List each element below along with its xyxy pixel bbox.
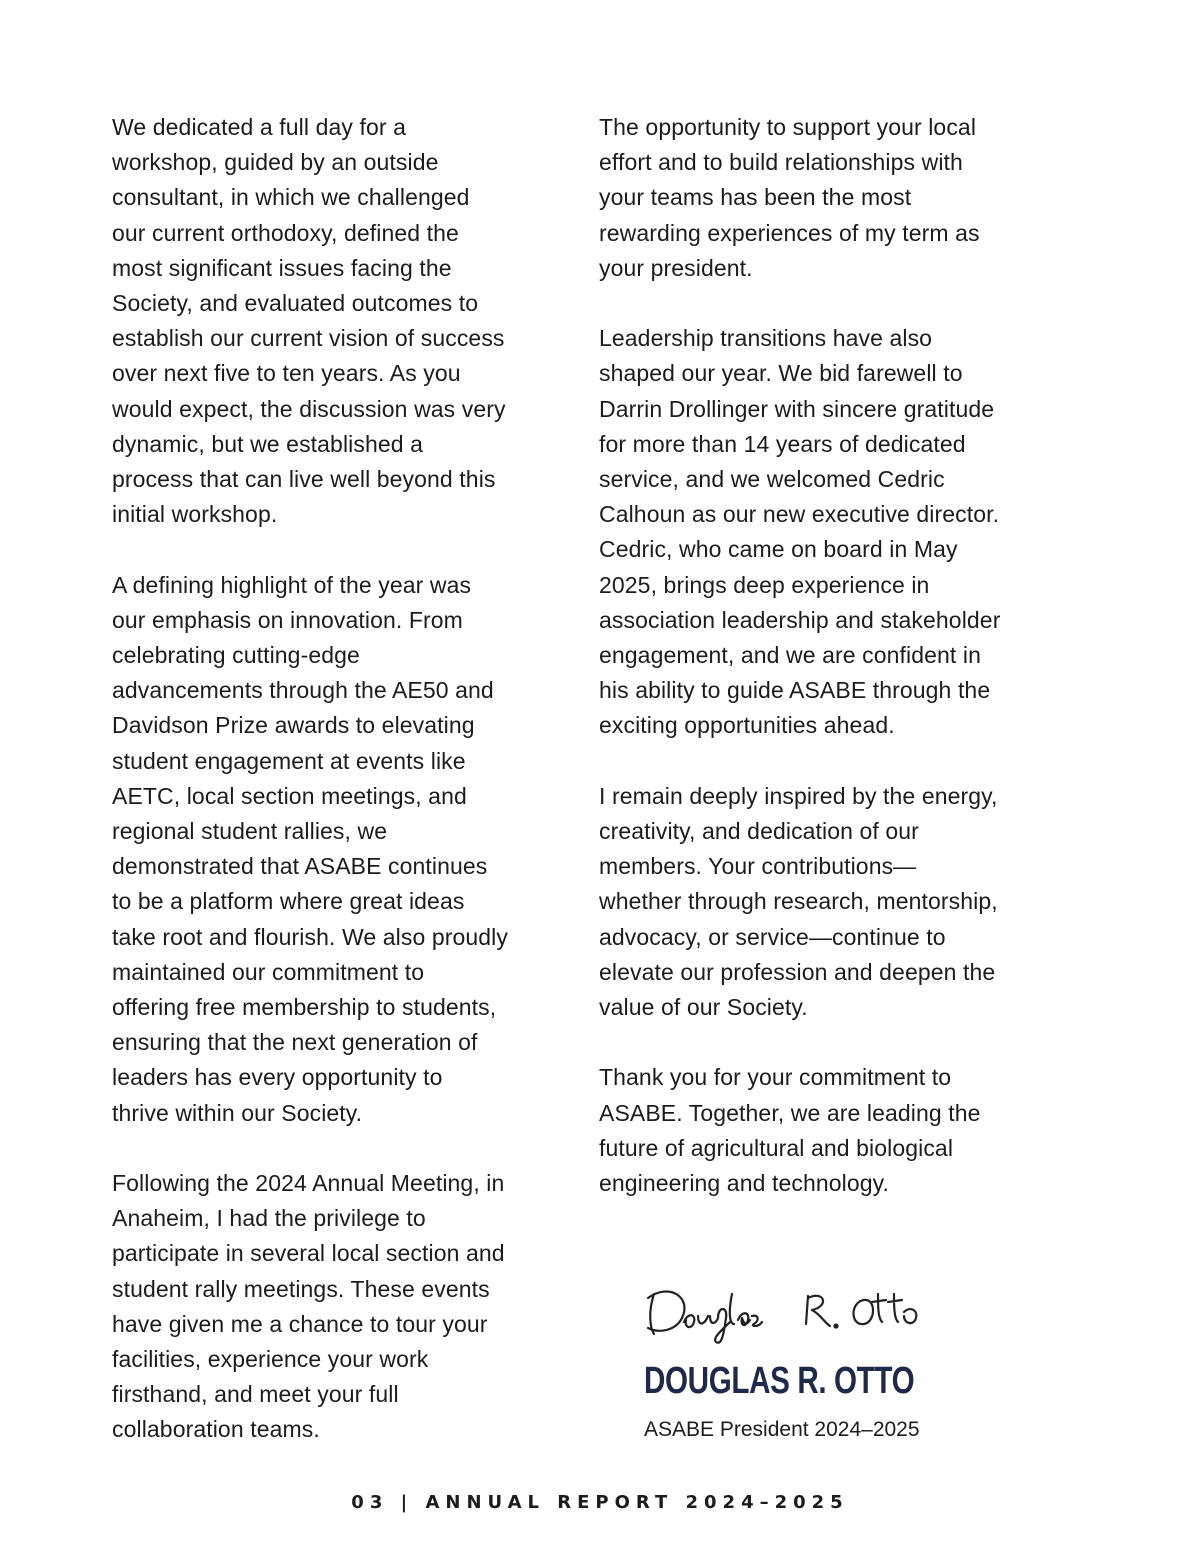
text-line: for more than 14 years of dedicated — [599, 430, 966, 457]
text-line: future of agricultural and biological — [599, 1134, 954, 1161]
text-line: participate in several local section and — [112, 1240, 505, 1267]
text-line: your president. — [599, 254, 753, 281]
text-line: Anaheim, I had the privilege to — [112, 1205, 426, 1232]
text-line: consultant, in which we challenged — [112, 184, 470, 211]
paragraph — [112, 1166, 552, 1448]
text-line: Following the 2024 Annual Meeting, in — [112, 1170, 505, 1197]
text-line: leaders has every opportunity to — [112, 1064, 443, 1091]
paragraph-gap — [112, 532, 552, 567]
text-line: Leadership transitions have also — [599, 325, 933, 352]
text-line: We dedicated a full day for a — [112, 114, 406, 140]
paragraph-gap — [112, 1131, 552, 1166]
signatory-name: DOUGLAS R. OTTO — [644, 1360, 915, 1402]
text-line: Cedric, who came on board in May — [599, 536, 958, 563]
text-line: demonstrated that ASABE continues — [112, 853, 488, 880]
text-line: process that can live well beyond this — [112, 466, 496, 493]
text-line: creativity, and dedication of our — [599, 818, 919, 845]
paragraph-gap — [599, 286, 1049, 321]
text-line: engagement, and we are confident in — [599, 642, 981, 669]
text-line: A defining highlight of the year was — [112, 571, 472, 598]
text-line: collaboration teams. — [112, 1416, 320, 1443]
text-line: effort and to build relationships with — [599, 149, 963, 176]
paragraph-gap — [599, 1025, 1049, 1060]
page-footer: 03 | ANNUAL REPORT 2024–2025 — [351, 1492, 849, 1513]
text-line: our current orthodoxy, defined the — [112, 219, 459, 246]
text-line: shaped our year. We bid farewell to — [599, 360, 963, 387]
text-line: Davidson Prize awards to elevating — [112, 712, 475, 739]
text-line: to be a platform where great ideas — [112, 888, 465, 915]
text-line: engineering and technology. — [599, 1170, 889, 1197]
text-line: 2025, brings deep experience in — [599, 571, 930, 598]
text-line: celebrating cutting-edge — [112, 642, 360, 669]
text-line: AETC, local section meetings, and — [112, 782, 467, 809]
text-line: advocacy, or service—continue to — [599, 923, 946, 950]
text-line: The opportunity to support your local — [599, 114, 977, 140]
text-line: whether through research, mentorship, — [599, 888, 998, 915]
text-line: thrive within our Society. — [112, 1099, 363, 1126]
text-line: initial workshop. — [112, 501, 278, 528]
text-line: members. Your contributions— — [599, 853, 917, 880]
text-line: most significant issues facing the — [112, 254, 452, 281]
text-line: Society, and evaluated outcomes to — [112, 290, 479, 317]
handwritten-signature — [640, 1272, 940, 1352]
text-line: our emphasis on innovation. From — [112, 606, 463, 633]
text-line: your teams has been the most — [599, 184, 912, 211]
text-line: workshop, guided by an outside — [112, 149, 439, 176]
text-line: rewarding experiences of my term as — [599, 219, 980, 246]
text-line: firsthand, and meet your full — [112, 1381, 399, 1408]
text-line: take root and flourish. We also proudly — [112, 923, 508, 950]
text-line: dynamic, but we established a — [112, 430, 424, 457]
text-line: elevate our profession and deepen the — [599, 958, 996, 985]
text-line: Darrin Drollinger with sincere gratitude — [599, 395, 995, 422]
text-line: Calhoun as our new executive director. — [599, 501, 1000, 528]
text-line: establish our current vision of success — [112, 325, 505, 352]
text-line: have given me a chance to tour your — [112, 1310, 488, 1337]
paragraph — [599, 1060, 1049, 1201]
text-line: Thank you for your commitment to — [599, 1064, 952, 1091]
text-line: student rally meetings. These events — [112, 1275, 490, 1302]
paragraph — [599, 110, 1049, 286]
text-line: student engagement at events like — [112, 747, 466, 774]
text-line: his ability to guide ASABE through the — [599, 677, 991, 704]
text-line: offering free membership to students, — [112, 994, 497, 1021]
text-line: advancements through the AE50 and — [112, 677, 494, 704]
text-line: over next five to ten years. As you — [112, 360, 461, 387]
text-line: service, and we welcomed Cedric — [599, 466, 945, 493]
text-line: facilities, experience your work — [112, 1346, 429, 1373]
paragraph — [112, 568, 552, 1131]
text-line: maintained our commitment to — [112, 958, 425, 985]
text-line: ensuring that the next generation of — [112, 1029, 478, 1056]
paragraph — [599, 321, 1049, 743]
text-line: exciting opportunities ahead. — [599, 712, 895, 739]
left-column — [112, 110, 552, 1448]
right-column — [599, 110, 1049, 1201]
text-line: ASABE. Together, we are leading the — [599, 1099, 981, 1126]
paragraph — [112, 110, 552, 532]
text-line: regional student rallies, we — [112, 818, 388, 845]
text-line: association leadership and stakeholder — [599, 606, 1001, 633]
signatory-title: ASABE President 2024–2025 — [644, 1418, 920, 1441]
paragraph — [599, 779, 1049, 1025]
text-line: I remain deeply inspired by the energy, — [599, 782, 998, 809]
paragraph-gap — [599, 744, 1049, 779]
text-line: would expect, the discussion was very — [112, 395, 506, 422]
text-line: value of our Society. — [599, 994, 808, 1021]
